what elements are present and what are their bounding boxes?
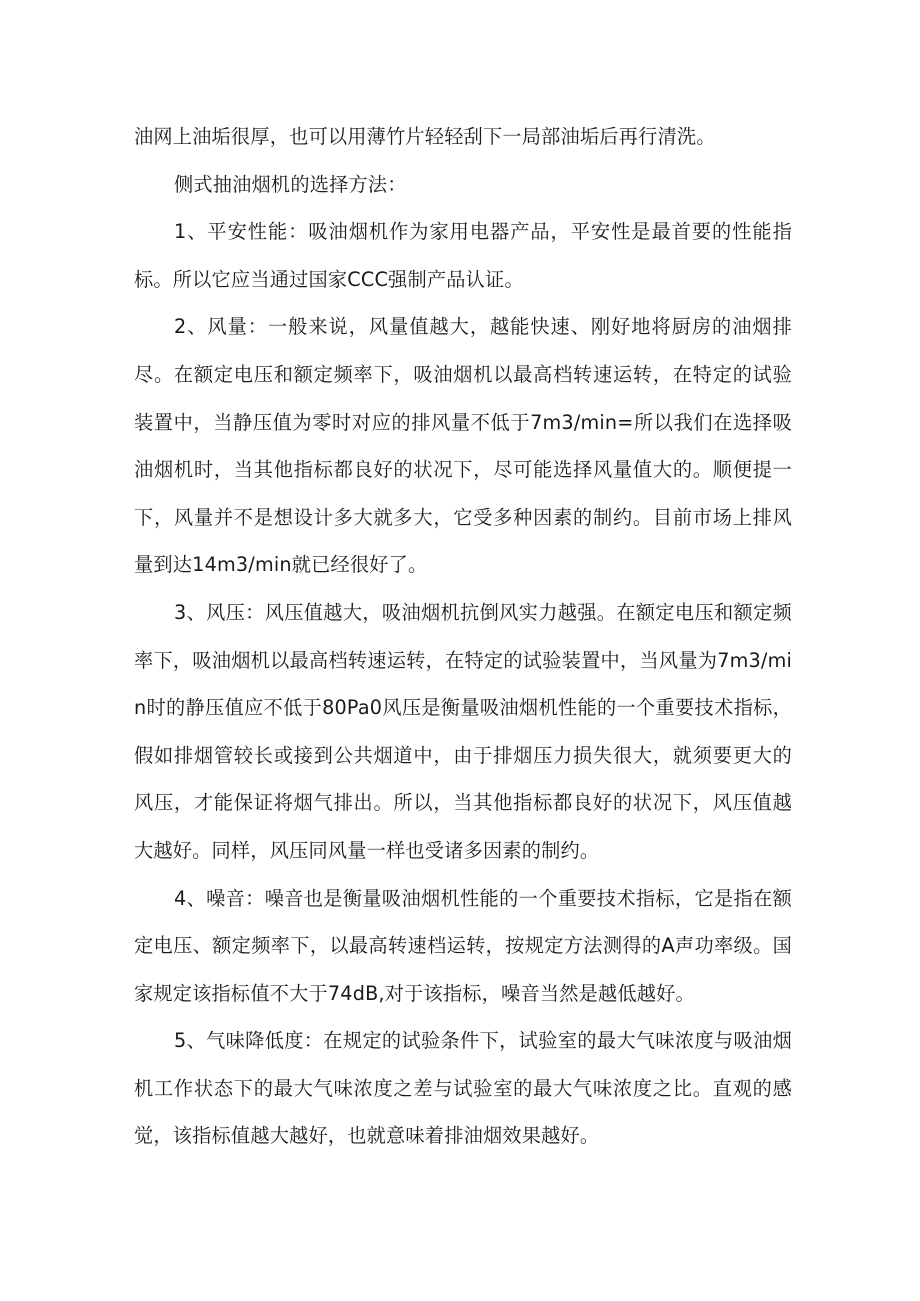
paragraph-noise: 4、噪音：噪音也是衡量吸油烟机性能的一个重要技术指标，它是指在额定电压、额定频率下，以最高转速档运转，按规定方法测得的A声功率级。国家规定该指标值不大于74dB,对于该指标，噪音当然是越低越好。 bbox=[134, 886, 792, 1005]
document-body bbox=[134, 113, 792, 1160]
paragraph-air-pressure: 3、风压：风压值越大，吸油烟机抗倒风实力越强。在额定电压和额定频率下，吸油烟机以最高档转速运转，在特定的试验装置中，当风量为7m3/min时的静压值应不低于80Pa0风压是衡量吸油烟机性能的一个重要技术指标，假如排烟管较长或接到公共烟道中，由于排烟压力损失很大，就须要更大的风压，才能保证将烟气排出。所以，当其他指标都良好的状况下，风压值越大越好。同样，风压同风量一样也受诸多因素的制约。 bbox=[134, 600, 792, 862]
paragraph-heading-selection-method: 侧式抽油烟机的选择方法： bbox=[174, 172, 407, 196]
paragraph-safety: 1、平安性能：吸油烟机作为家用电器产品，平安性是最首要的性能指标。所以它应当通过国家CCC强制产品认证。 bbox=[134, 220, 792, 291]
paragraph-odor-reduction: 5、气味降低度：在规定的试验条件下，试验室的最大气味浓度与吸油烟机工作状态下的最大气味浓度之差与试验室的最大气味浓度之比。直观的感觉，该指标值越大越好，也就意味着排油烟效果越好。 bbox=[134, 1029, 792, 1148]
paragraph-air-volume: 2、风量：一般来说，风量值越大，越能快速、刚好地将厨房的油烟排尽。在额定电压和额定频率下，吸油烟机以最高档转速运转，在特定的试验装置中，当静压值为零时对应的排风量不低于7m3/min=所以我们在选择吸油烟机时，当其他指标都良好的状况下，尽可能选择风量值大的。顺便提一下，风量并不是想设计多大就多大，它受多种因素的制约。目前市场上排风量到达14m3/min就已经很好了。 bbox=[134, 315, 792, 577]
paragraph-continuation: 油网上油垢很厚，也可以用薄竹片轻轻刮下一局部油垢后再行清洗。 bbox=[134, 125, 716, 148]
